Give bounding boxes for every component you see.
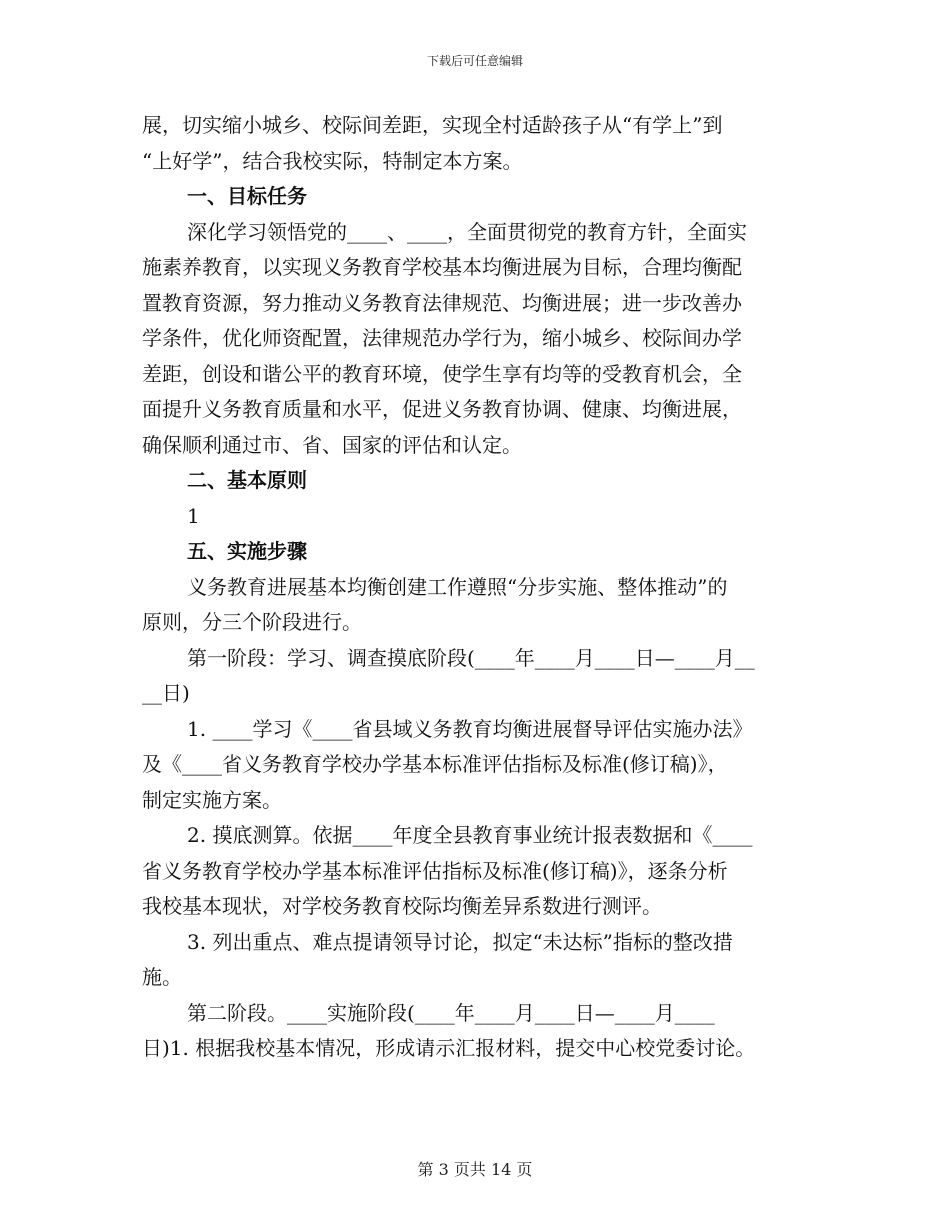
body-line: 展，切实缩小城乡、校际间差距，实现全村适龄孩子从“有学上”到 [142,113,723,137]
body-line: 3. 列出重点、难点提请领导讨论，拟定“未达标”指标的整改措 [187,929,733,954]
body-line: 第一阶段：学习、调查摸底阶段(____年____月____日—____月__ [187,645,755,670]
section-heading-principles: 二、基本原则 [187,468,307,492]
body-line: 我校基本现状，对学校务教育校际均衡差异系数进行测评。 [142,894,662,918]
body-line: 学条件，优化师资配置，法律规范办学行为，缩小城乡、校际间办学 [142,326,742,350]
page-number-footer: 第 3 页共 14 页 [417,1160,533,1179]
body-line: 面提升义务教育质量和水平，促进义务教育协调、健康、均衡进展， [142,397,742,421]
page-header-note: 下载后可任意编辑 [426,54,523,68]
body-line: 置教育资源，努力推动义务教育法律规范、均衡进展；进一步改善办 [142,290,742,315]
body-line: 原则，分三个阶段进行。 [142,610,362,634]
body-line: __日) [142,681,190,705]
body-line: 及《____省义务教育学校办学基本标准评估指标及标准(修订稿)》， [142,752,728,776]
body-line: 施素养教育，以实现义务教育学校基本均衡进展为目标，合理均衡配 [142,255,742,279]
body-line: 日)1. 根据我校基本情况，形成请示汇报材料，提交中心校党委讨论。 [142,1036,756,1060]
body-line: 制定实施方案。 [142,787,282,812]
body-line: 确保顺利通过市、省、国家的评估和认定。 [142,432,522,457]
document-body [142,108,810,1067]
body-line: 1 [187,503,200,528]
body-line: 深化学习领悟党的____、____，全面贯彻党的教育方针，全面实 [187,219,747,244]
body-line: “上好学”，结合我校实际，特制定本方案。 [142,148,523,173]
section-heading-goals: 一、目标任务 [187,184,307,208]
body-line: 省义务教育学校办学基本标准评估指标及标准(修订稿)》，逐条分析 [142,858,728,883]
body-line: 施。 [142,965,182,989]
body-line: 1. ____学习《____省县域义务教育均衡进展督导评估实施办法》 [187,716,753,741]
body-line: 差距，创设和谐公平的教育环境，使学生享有均等的受教育机会，全 [142,361,742,386]
section-heading-steps: 五、实施步骤 [187,539,307,563]
body-line: 义务教育进展基本均衡创建工作遵照“分步实施、整体推动”的 [187,574,728,599]
body-line: 第二阶段。____实施阶段(____年____月____日—____月____ [187,1000,715,1025]
body-line: 2. 摸底测算。依据____年度全县教育事业统计报表数据和《____ [187,823,753,847]
